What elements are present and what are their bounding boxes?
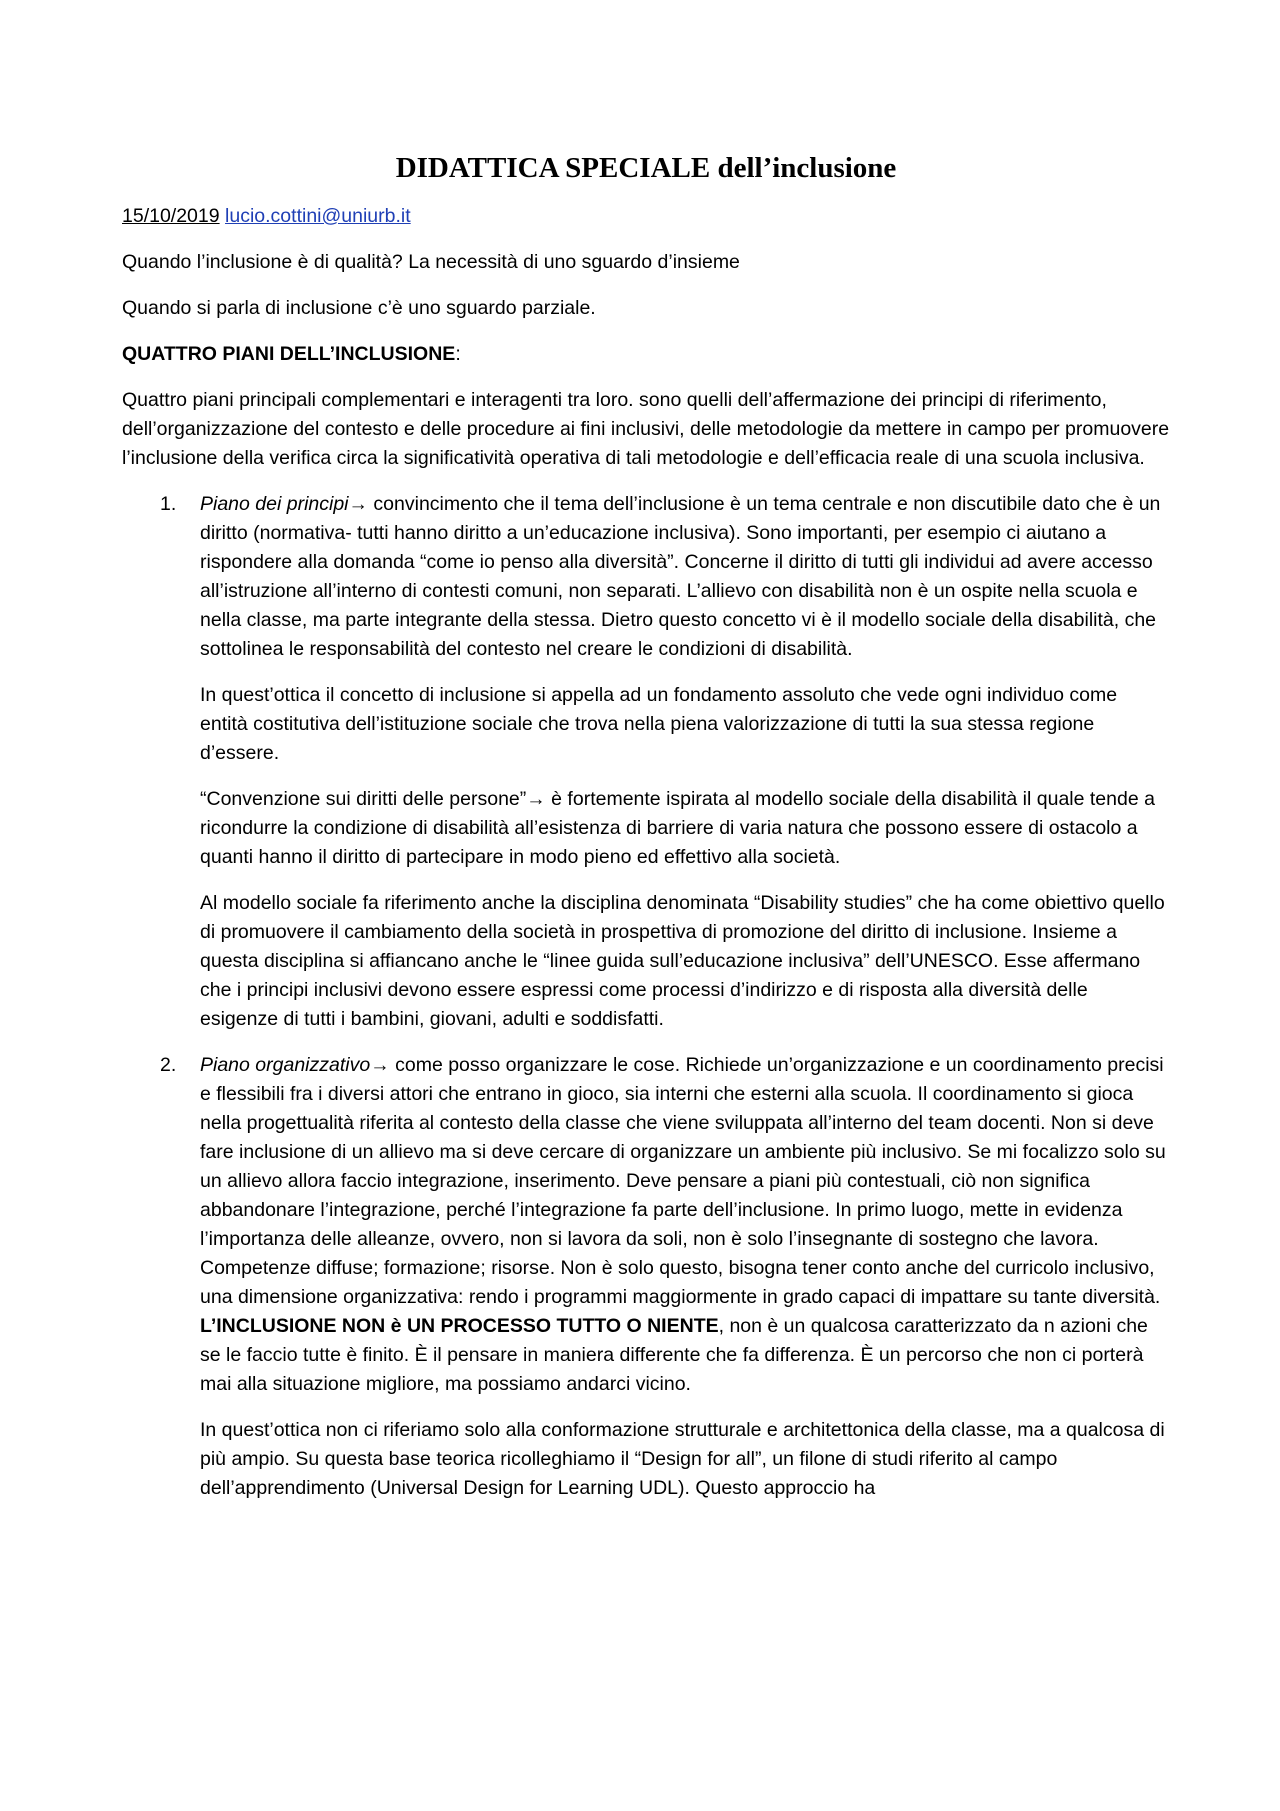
list-item-term: Piano organizzativo [200,1054,371,1076]
list-item-term: Piano dei principi [200,493,349,515]
list-item-paragraph: In quest’ottica il concetto di inclusione si appella ad un fondamento assoluto che vede ogni individuo come entità costitutiva dell’istituzione sociale che trova nella piena valorizzazione di tutti la sua stessa regione d’essere. [200,684,1118,764]
email-link[interactable]: lucio.cottini@uniurb.it [225,205,411,227]
list-item-body: convincimento che il tema dell’inclusione è un tema centrale e non discutibile dato che è un diritto (normativa- tutti hanno diritto a un’educazione inclusiva). Sono importanti, per esempio ci aiutano a rispondere alla domanda “come io penso alla diversità”. Concerne il diritto di tutti gli individui ad avere accesso all’istruzione all’interno di contesti comuni, non separati. L’allievo con disabilità non è un ospite nella scuola e nella classe, ma parte integrante della stessa. Dietro questo concetto vi è il modello sociale della disabilità, che sottolinea le responsabilità del contesto nel creare le condizioni di disabilità. [200,493,1161,660]
list-item-text [200,1051,1170,1399]
lecture-date: 15/10/2019 [122,205,220,227]
list-item-paragraph: “Convenzione sui diritti delle persone”→ è fortemente ispirata al modello sociale della disabilità il quale tende a ricondurre la condizione di disabilità all’esistenza di barriere di varia natura che possono essere di ostacolo a quanti hanno il diritto di partecipare in modo pieno ed effettivo alla società. [200,788,1155,868]
section-intro: Quattro piani principali complementari e interagenti tra loro. sono quelli dell’affermazione dei principi di riferimento, dell’organizzazione del contesto e delle procedure ai fini inclusivi, delle metodologie da mettere in campo per promuovere l’inclusione della verifica circa la significatività operativa di tali metodologie e dell’efficacia reale di una scuola inclusiva. [122,389,1170,469]
arrow-icon: → [370,1054,390,1076]
arrow-icon: → [348,493,369,515]
list-item [122,490,1170,1034]
document-body [122,150,1170,1503]
list-item-number: 2. [160,1054,177,1076]
list-item-body-continued: , non è un qualcosa caratterizzato da n azioni che se le faccio tutte è finito. È il pensare in maniera differente che fa differenza. È un percorso che non ci porterà mai alla situazione migliore, ma possiamo andarci vicino. [200,1315,1148,1395]
section-heading: QUATTRO PIANI DELL’INCLUSIONE [122,343,456,365]
section-heading-line [122,340,1170,369]
list-item-number: 1. [160,493,177,515]
section-heading-colon: : [455,343,461,365]
list-item-paragraph: In quest’ottica non ci riferiamo solo alla conformazione strutturale e architettonica della classe, ma a qualcosa di più ampio. Su questa base teorica ricolleghiamo il “Design for all”, un filone di studi riferito al campo dell’apprendimento (Universal Design for Learning UDL). Questo approccio ha [200,1419,1165,1499]
list-item [122,1051,1170,1503]
list-item-paragraph: Al modello sociale fa riferimento anche la disciplina denominata “Disability studies” che ha come obiettivo quello di promuovere il cambiamento della società in prospettiva di promozione del diritto di inclusione. Insieme a questa disciplina si affiancano anche le “linee guida sull’educazione inclusiva” dell’UNESCO. Esse affermano che i principi inclusivi devono essere espressi come processi d’indirizzo e di risposta alla diversità delle esigenze di tutti i bambini, giovani, adulti e soddisfatti. [200,892,1165,1030]
list-item-text [200,490,1170,664]
intro-statement: Quando si parla di inclusione c’è uno sguardo parziale. [122,297,596,319]
date-line [122,202,1170,231]
planes-list [122,490,1170,1503]
list-item-emphasis: L’INCLUSIONE NON è UN PROCESSO TUTTO O NIENTE [200,1315,719,1337]
intro-question: Quando l’inclusione è di qualità? La necessità di uno sguardo d’insieme [122,251,740,273]
list-item-body: come posso organizzare le cose. Richiede un’organizzazione e un coordinamento precisi e flessibili fra i diversi attori che entrano in gioco, sia interni che esterni alla scuola. Il coordinamento si gioca nella progettualità riferita al contesto della classe che viene sviluppata all’interno del team docenti. Non si deve fare inclusione di un allievo ma si deve cercare di organizzare un ambiente più inclusivo. Se mi focalizzo solo su un allievo allora faccio integrazione, inserimento. Deve pensare a piani più contestuali, ciò non significa abbandonare l’integrazione, perché l’integrazione fa parte dell’inclusione. In primo luogo, mette in evidenza l’importanza delle alleanze, ovvero, non si lavora da soli, non è solo l’insegnante di sostegno che lavora. Competenze diffuse; formazione; risorse. Non è solo questo, bisogna tener conto anche del curricolo inclusivo, una dimensione organizzativa: rendo i programmi maggiormente in grado capaci di impattare su tante diversità. [200,1054,1166,1308]
document-title: DIDATTICA SPECIALE dell’inclusione [395,152,897,184]
